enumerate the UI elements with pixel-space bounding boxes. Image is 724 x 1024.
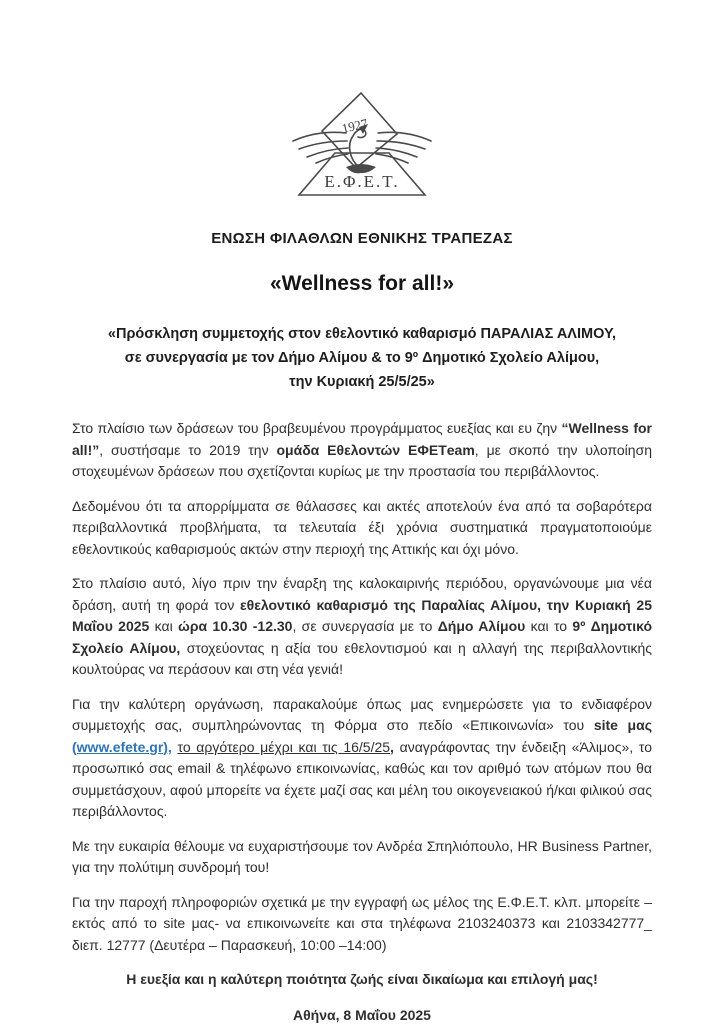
- text-run: Η ευεξία και η καλύτερη ποιότητα ζωής είναι δικαίωμα και επιλογή μας!: [126, 971, 598, 987]
- text-run: Με την ευκαιρία θέλουμε να ευχαριστήσουμε τον Ανδρέα Σπηλιόπουλο, HR Business Partner, για την πολύτιμη συνδρομή του!: [72, 837, 652, 875]
- date-line: [72, 1005, 652, 1024]
- text-run: Για την παροχή πληροφοριών σχετικά με την εγγραφή ως μέλος της Ε.Φ.Ε.Τ. κλπ. μπορείτε – εκτός από το site μας- να επικοινωνείτε και στα τηλέφωνα 2103240373 και 2103342777_ διεπ. 12777 (Δευτέρα – Παρασκευή, 10:00 –14:00): [72, 893, 652, 953]
- subtitle-line-3: την Κυριακή 25/5/25»: [289, 374, 435, 390]
- efet-emblem-icon: [286, 90, 438, 200]
- paragraph-event-details: [72, 573, 652, 681]
- invitation-subtitle: [72, 322, 652, 394]
- text-run: Δήμο Αλίμου: [437, 618, 526, 634]
- closing-slogan: [72, 969, 652, 991]
- text-run: Αθήνα, 8 Μαΐου 2025: [293, 1006, 431, 1023]
- text-run: και το: [525, 618, 573, 634]
- text-run: 9º Δημοτικό Σχολείο Αλίμου,: [72, 618, 652, 656]
- text-run: αναγράφοντας την ένδειξη «Άλιμος», το προσωπικό σας email & τηλέφωνο επικοινωνίας, καθώς και τον αριθμό των ατόμων που θα συμμετάσχουν, αφού μπορείτε να έχετε μαζί σας και μέλη του οικογενειακού ή/και φιλικού σας περιβάλλοντος.: [72, 738, 652, 819]
- text-run: Στο πλαίσιο των δράσεων του βραβευμένου προγράμματος ευεξίας και ευ ζην: [72, 420, 562, 436]
- text-run: , με σκοπό την υλοποίηση στοχευμένων δράσεων που σχετίζονται κυρίως με την προστασία του περιβάλλοντος.: [72, 441, 652, 479]
- efete-website-link[interactable]: (www.efete.gr),: [72, 738, 172, 755]
- paragraph-membership-info: [72, 892, 652, 957]
- subtitle-line-2: σε συνεργασία με τον Δήμο Αλίμου & το 9º Δημοτικό Σχολείο Αλίμου,: [124, 350, 600, 366]
- text-run: , σε συνεργασία με το: [292, 618, 438, 634]
- text-run: ώρα 10.30 -12.30: [178, 618, 293, 634]
- text-run: Στο πλαίσιο αυτό, λίγο πριν την έναρξη της καλοκαιρινής περιόδου, οργανώνουμε μια νέα δράση, αυτή τη φορά τον: [72, 575, 652, 613]
- text-run: “Wellness for all!”: [72, 420, 652, 458]
- text-run: site μας: [593, 717, 652, 733]
- subtitle-line-1: «Πρόσκληση συμμετοχής στον εθελοντικό καθαρισμό ΠΑΡΑΛΙΑΣ ΑΛΙΜΟΥ,: [107, 326, 617, 342]
- text-run: ομάδα Εθελοντών ΕΦΕΤeam: [276, 441, 475, 458]
- text-run: Για την καλύτερη οργάνωση, παρακαλούμε όπως μας ενημερώσετε για το ενδιαφέρον συμμετοχής σας, συμπληρώνοντας τη Φόρμα στο πεδίο «Επικοινωνία» του: [72, 695, 652, 733]
- efet-logo: [72, 90, 652, 200]
- text-run: εθελοντικό καθαρισμό της Παραλίας Αλίμου, την Κυριακή 25 Μαΐου 2025: [72, 596, 652, 634]
- program-title: «Wellness for all!»: [269, 272, 455, 295]
- text-run: , συστήσαμε το 2019 την: [99, 441, 277, 458]
- document-body: [72, 418, 652, 1024]
- text-run: Δεδομένου ότι τα απορρίμματα σε θάλασσες και ακτές αποτελούν ένα από τα σοβαρότερα περιβαλλοντικά προβλήματα, τα τελευταία έξι χρόνια συστηματικά πραγματοποιούμε εθελοντικούς καθαρισμούς ακτών στην περιοχή της Αττικής και όχι μόνο.: [72, 497, 652, 557]
- paragraph-intro: [72, 418, 652, 483]
- text-run: ,: [390, 738, 394, 755]
- logo-acronym: Ε.Φ.Ε.Τ.: [324, 172, 400, 191]
- organization-title: ΕΝΩΣΗ ΦΙΛΑΘΛΩΝ ΕΘΝΙΚΗΣ ΤΡΑΠΕΖΑΣ: [211, 230, 513, 247]
- text-run: στοχεύοντας η αξία του εθελοντισμού και η αλλαγή της περιβαλλοντικής κουλτούρας να περάσουν και στη νέα γενιά!: [72, 639, 652, 677]
- text-run: και: [149, 618, 178, 634]
- paragraph-registration: [72, 694, 652, 823]
- paragraph-context: [72, 496, 652, 561]
- text-run: το αργότερο μέχρι και τις 16/5/25: [177, 738, 391, 755]
- paragraph-thanks: [72, 836, 652, 879]
- logo-year: 1927: [340, 115, 370, 136]
